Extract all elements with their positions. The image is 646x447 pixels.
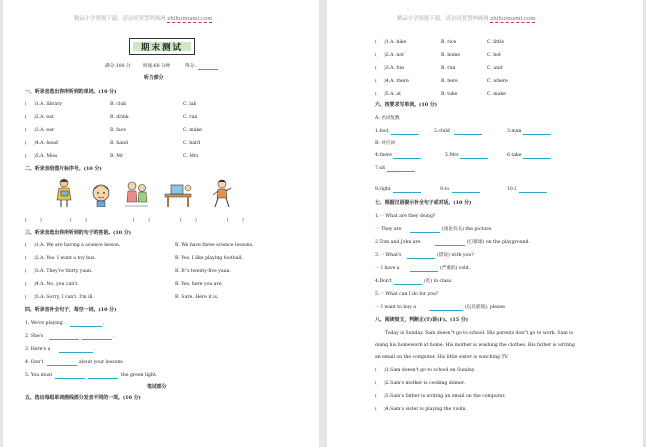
q6-part-b-label: B. 对应词 [375, 141, 396, 146]
q3-paren: ( [25, 269, 27, 274]
page-header: 精品小学资源下载，请访问智慧妈咪网 zhihuimami.com [397, 16, 536, 22]
q3-option-b: B. We have three science lessons. [175, 243, 254, 248]
time-limit: 时间:60 分钟 [143, 64, 171, 69]
q6-word: 4.there [375, 153, 392, 158]
q4-blank[interactable] [49, 339, 79, 340]
title-banner [129, 38, 195, 55]
q2-paren-open: ( [70, 218, 72, 223]
q6-part-a-label: A. 名词复数 [375, 116, 400, 121]
q6-blank[interactable] [452, 192, 480, 193]
q6-word: 7.sit [375, 166, 386, 171]
q5-title: 五、选出每组单词画线部分发音不同的一项。(10 分) [25, 395, 141, 401]
q4-sentence-end: the green light. [121, 373, 158, 378]
q7-line-hint: (吃) in class. [424, 279, 453, 284]
q3-option-a: )3.A. They're thirty yuan. [34, 269, 93, 274]
q1-option-b: B. hand [110, 141, 128, 146]
q2-paren-close: ) [40, 218, 42, 223]
q3-option-a: )5.A. Sorry, I can't. I'm ill. [34, 295, 94, 300]
q6-blank[interactable] [393, 192, 421, 193]
q8-paren: ( [375, 381, 377, 386]
q4-sentence-start: 1. We're playing [25, 321, 63, 326]
q5-paren: ( [375, 92, 377, 97]
q8-statement: )4.Sam's sister is playing the violin. [384, 407, 467, 412]
q1-option-a: )2.A. eat [34, 115, 54, 120]
q5-option-a: )3.A. fun [384, 66, 405, 71]
q3-option-a: )2.A. Yes. I want a toy bus. [34, 256, 96, 261]
q7-title: 七、根据汉语提示补全句子或对话。(10 分) [375, 200, 472, 206]
q6-word: 10.I [507, 187, 517, 192]
q7-blank[interactable] [435, 245, 465, 246]
q3-option-b: B. Yes. I like playing football. [175, 256, 243, 261]
q7-line-start: 一 I have a [375, 266, 400, 271]
q1-paren: ( [25, 141, 27, 146]
q5-option-b: B. here [441, 79, 458, 84]
q7-line-hint: (玩具轮船), please. [465, 305, 507, 310]
q5-option-b: B. home [441, 53, 461, 58]
q7-blank[interactable] [429, 310, 463, 311]
q1-paren: ( [25, 128, 27, 133]
q4-blank[interactable] [59, 352, 93, 353]
q1-paren: ( [25, 115, 27, 120]
q7-blank[interactable] [394, 284, 422, 285]
q5-paren: ( [375, 79, 377, 84]
q6-word: 8.right [375, 187, 391, 192]
score-total: 满分:100 分 [105, 64, 131, 69]
q6-title: 六、按要求写单词。(10 分) [375, 102, 438, 108]
q1-paren: ( [25, 154, 27, 159]
q6-blank[interactable] [523, 158, 551, 159]
q4-sentence-end: . [103, 321, 105, 326]
q4-blank[interactable] [70, 326, 102, 327]
q4-sentence-end: . [94, 347, 96, 352]
q7-line: 1.一 What are they doing? [375, 214, 436, 219]
q5-option-c: C. unit [487, 66, 503, 71]
q2-paren-close: ) [242, 218, 244, 223]
q7-line-start: 一 They are [375, 227, 402, 232]
q6-word: 1.foot [375, 129, 389, 134]
q6-blank[interactable] [460, 158, 488, 159]
q5-option-b: B. take [441, 92, 458, 97]
score-blank[interactable] [198, 69, 218, 70]
q4-blank[interactable] [47, 365, 77, 366]
q4-blank[interactable] [88, 378, 118, 379]
reading-passage-line: an email on the computer. His little sister is watching TV. [375, 355, 509, 360]
q7-line-start: 4.Don't [375, 279, 392, 284]
q4-sentence-start: 5. You must [25, 373, 53, 378]
q3-title: 三、听录音选出你所听到的句子的答语。(10 分) [25, 230, 132, 236]
q1-option-a: )1.A. library [34, 102, 63, 107]
q1-paren: ( [25, 102, 27, 107]
exam-title: 期末测试 [140, 43, 183, 53]
q3-paren: ( [25, 256, 27, 261]
q2-paren-close: ) [148, 218, 150, 223]
q7-line: 5.一 What can I do for you? [375, 292, 439, 297]
q4-sentence-start: 2. She's [25, 334, 44, 339]
q7-line-hint: (谈论有关) the picture. [442, 227, 493, 232]
q1-option-c: C. lab [183, 102, 197, 107]
exam-page-2 [327, 0, 643, 447]
q6-blank[interactable] [391, 134, 419, 135]
q7-line-start: 一 I want to buy a [375, 305, 417, 310]
q8-paren: ( [375, 407, 377, 412]
part-writing: 笔试部分 [147, 384, 167, 390]
q3-paren: ( [25, 243, 27, 248]
q5-paren: ( [375, 40, 377, 45]
q8-paren: ( [375, 368, 377, 373]
q5-option-b: B. run [441, 66, 456, 71]
header-link[interactable]: zhihuimami.com [167, 16, 213, 22]
q6-word: 3.man [507, 129, 522, 134]
q1-option-a: )4.A. head [34, 141, 58, 146]
q4-blank[interactable] [55, 378, 85, 379]
q2-paren-close: ) [85, 218, 87, 223]
q4-sentence-end: . [113, 334, 115, 339]
q7-blank[interactable] [407, 258, 435, 259]
q5-option-a: )5.A. at [384, 92, 401, 97]
q2-paren-close: ) [195, 218, 197, 223]
q7-line-hint: (错误) with you? [437, 253, 474, 258]
reading-passage-line: doing his homework at home. His mother is washing the clothes. His father is writing [375, 343, 575, 348]
q6-blank[interactable] [387, 171, 415, 172]
q2-paren-open: ( [133, 218, 135, 223]
q1-option-c: C. make [183, 128, 202, 133]
q5-paren: ( [375, 53, 377, 58]
q1-option-c: C. run [183, 115, 198, 120]
exam-page-1 [3, 0, 319, 447]
q5-option-c: C. make [487, 92, 506, 97]
q3-option-b: B. Sure. Here it is. [175, 295, 219, 300]
q3-option-a: )1.A. We are having a science lesson. [34, 243, 121, 248]
q2-paren-open: ( [180, 218, 182, 223]
q5-option-a: )2.A. not [384, 53, 404, 58]
q1-option-c: C. Mrs [183, 154, 199, 159]
q3-paren: ( [25, 295, 27, 300]
q4-title: 四、听录音补全句子，每空一词。(10 分) [25, 307, 117, 313]
q7-line-start: 3.一 What's [375, 253, 402, 258]
part-listening: 听力部分 [144, 75, 164, 81]
reading-passage-line: Today is Sunday. Sam doesn"t go to school. His parents don"t go to work. Sam is [385, 331, 574, 336]
q8-statement: )1.Sam doesn't go to school on Sunday. [384, 368, 476, 373]
q4-sentence-start: 3. Here's a [25, 347, 51, 352]
girl-reading-picture [53, 178, 75, 208]
q4-sentence-end: about your lessons. [79, 360, 125, 365]
q1-option-b: B. club [110, 102, 127, 107]
q5-paren: ( [375, 66, 377, 71]
q8-paren: ( [375, 394, 377, 399]
q5-option-c: C. hot [487, 53, 501, 58]
q1-option-a: )5.A. Miss [34, 154, 58, 159]
q5-option-c: C. little [487, 40, 505, 45]
q1-option-b: B. Mr [110, 154, 124, 159]
q1-title: 一、听录音选出你所听到的单词。(10 分) [25, 89, 117, 95]
header-link[interactable]: zhihuimami.com [490, 16, 536, 22]
q5-option-a: )4.A. there [384, 79, 409, 84]
boy-face-picture [91, 183, 111, 207]
q3-option-b: B. Yes, here you are. [175, 282, 223, 287]
score-label: 得分: [185, 64, 196, 69]
q6-blank[interactable] [519, 192, 547, 193]
q7-line-hint: (严重的) cold. [440, 266, 471, 271]
q8-statement: )3.Sam's father is writing an email on the computer. [384, 394, 506, 399]
q5-option-a: )1.A. bike [384, 40, 407, 45]
q2-title: 二、听录音给图片标序号。(10 分) [25, 166, 102, 172]
q4-sentence-start: 4. Don't [25, 360, 44, 365]
q6-blank[interactable] [454, 134, 482, 135]
child-running-picture [211, 179, 233, 209]
q6-blank[interactable] [393, 158, 421, 159]
q6-word: 6.take [507, 153, 522, 158]
q5-option-b: B. rice [441, 40, 457, 45]
q3-option-b: B. It"s twenty-five yuan. [175, 269, 231, 274]
q2-paren-open: ( [25, 218, 27, 223]
q4-blank[interactable] [82, 339, 112, 340]
q2-paren-open: ( [227, 218, 229, 223]
q7-line-start: 2.Tom and John are [375, 240, 421, 245]
q7-blank[interactable] [410, 271, 438, 272]
computer-desk-picture [163, 182, 193, 208]
q7-line-hint: (打排球) on the playground. [467, 240, 530, 245]
page-header: 精品小学资源下载，请访问智慧妈咪网 zhihuimami.com [74, 16, 213, 22]
q6-word: 9.to [440, 187, 449, 192]
q1-option-b: B. drink [110, 115, 129, 120]
q7-blank[interactable] [410, 232, 440, 233]
q6-word: 2.child [434, 129, 450, 134]
q8-title: 八、阅读短文，判断正(T)误(F)。(15 分) [375, 317, 469, 323]
q6-blank[interactable] [523, 134, 551, 135]
q8-statement: )2.Sam's mother is cooking dinner. [384, 381, 465, 386]
q1-option-c: C. hard [183, 141, 201, 146]
children-playing-picture [123, 180, 149, 208]
q5-option-c: C. where [487, 79, 508, 84]
q6-word: 5.Mrs [445, 153, 459, 158]
q1-option-a: )3.A. ear [34, 128, 55, 133]
q1-option-b: B. face [110, 128, 127, 133]
q3-paren: ( [25, 282, 27, 287]
q3-option-a: )4.A. No, you can't. [34, 282, 79, 287]
